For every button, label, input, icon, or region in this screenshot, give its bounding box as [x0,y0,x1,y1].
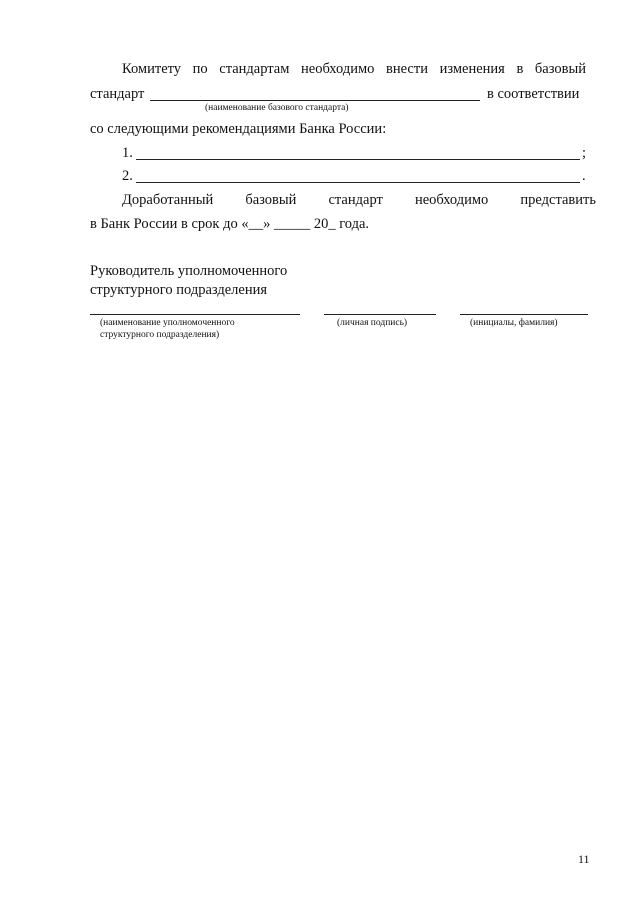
accordance-label: в соответствии [487,86,580,102]
word: стандарт [328,192,383,208]
word: представить [520,192,596,208]
signatory-title-line1: Руководитель уполномоченного [90,263,288,279]
item-blank-1 [136,159,580,160]
signatory-title-line2: структурного подразделения [90,282,268,298]
word: внести [386,61,428,77]
deadline-line: в Банк России в срок до «__» _____ 20_ года. [90,216,370,232]
signature-blank [324,314,436,315]
item-end-1: ; [582,145,587,161]
paragraph1-line1 [122,60,586,78]
word: необходимо [414,192,489,208]
item-end-2: . [582,168,586,184]
standard-name-caption: (наименование базового стандарта) [205,103,349,113]
recommendations-line: со следующими рекомендациями Банка России: [90,121,387,137]
department-name-blank [90,314,300,315]
standard-name-blank [150,100,480,101]
word: Доработанный [122,192,214,208]
word: Комитету [122,61,182,77]
item-blank-2 [136,182,580,183]
department-name-caption-line1: (наименование уполномоченного [100,318,235,328]
word: стандартам [219,61,290,77]
word: изменения [439,61,505,77]
standard-label: стандарт [90,86,145,102]
page-number: 11 [578,852,590,866]
initials-blank [460,314,588,315]
signature-caption: (личная подпись) [337,318,408,328]
initials-caption: (инициалы, фамилия) [470,318,558,328]
paragraph2-line1 [122,191,596,209]
word: базовый [534,61,586,77]
department-name-caption-line2: структурного подразделения) [100,330,220,340]
word: необходимо [301,61,375,77]
item-number-1: 1. [122,145,133,161]
word: по [192,61,208,77]
word: в [516,61,524,77]
word: базовый [245,192,297,208]
item-number-2: 2. [122,168,133,184]
